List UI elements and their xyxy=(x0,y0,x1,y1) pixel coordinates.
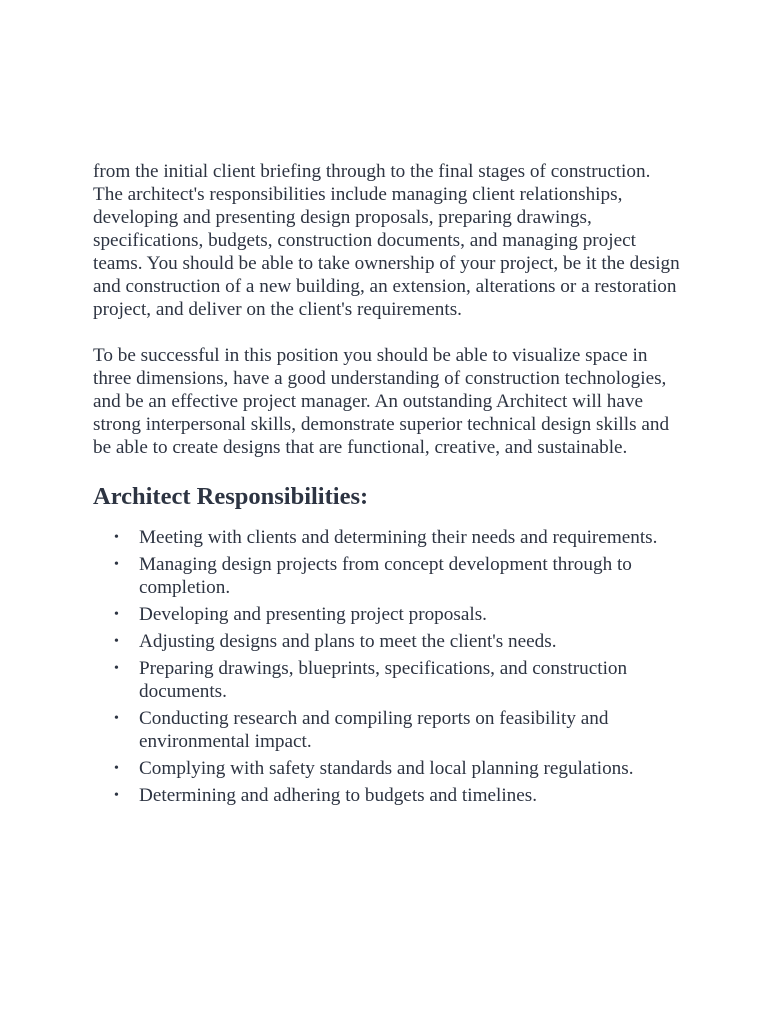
list-item xyxy=(114,657,683,703)
list-item-text: Preparing drawings, blueprints, specifications, and construction documents. xyxy=(139,658,628,702)
bullet-icon: • xyxy=(114,530,119,545)
bullet-icon: • xyxy=(114,607,119,622)
bullet-icon: • xyxy=(114,634,119,649)
list-item-text: Meeting with clients and determining their needs and requirements. xyxy=(139,527,658,548)
list-item-text: Determining and adhering to budgets and timelines. xyxy=(139,785,538,806)
bullet-icon: • xyxy=(114,711,119,726)
intro-paragraph-2: To be successful in this position you should be able to visualize space in three dimensions, have a good understanding of construction technologies, and be an effective project manager. An outstanding Architect will have strong interpersonal skills, demonstrate superior technical design skills and be able to create designs that are functional, creative, and sustainable. xyxy=(93,345,670,458)
list-item-text: Conducting research and compiling reports on feasibility and environmental impact. xyxy=(139,708,609,752)
bullet-icon: • xyxy=(114,761,119,776)
document-page xyxy=(93,160,683,811)
bullet-icon: • xyxy=(114,661,119,676)
bullet-icon: • xyxy=(114,788,119,803)
list-item xyxy=(114,603,683,626)
list-item xyxy=(114,707,683,753)
bullet-icon: • xyxy=(114,557,119,572)
responsibilities-heading: Architect Responsibilities: xyxy=(93,483,369,510)
list-item-text: Adjusting designs and plans to meet the client's needs. xyxy=(139,631,557,652)
list-item xyxy=(114,784,683,807)
responsibilities-list xyxy=(93,526,683,807)
list-item xyxy=(114,553,683,599)
intro-paragraph-1: from the initial client briefing through to the final stages of construction. The architect's responsibilities include managing client relationships, developing and presenting design proposals, preparing drawings, specifications, budgets, construction documents, and managing project teams. You should be able to take ownership of your project, be it the design and construction of a new building, an extension, alterations or a restoration project, and deliver on the client's requirements. xyxy=(93,161,680,320)
list-item-text: Complying with safety standards and local planning regulations. xyxy=(139,758,634,779)
list-item-text: Managing design projects from concept development through to completion. xyxy=(139,554,632,598)
list-item xyxy=(114,757,683,780)
list-item xyxy=(114,630,683,653)
list-item xyxy=(114,526,683,549)
list-item-text: Developing and presenting project proposals. xyxy=(139,604,487,625)
